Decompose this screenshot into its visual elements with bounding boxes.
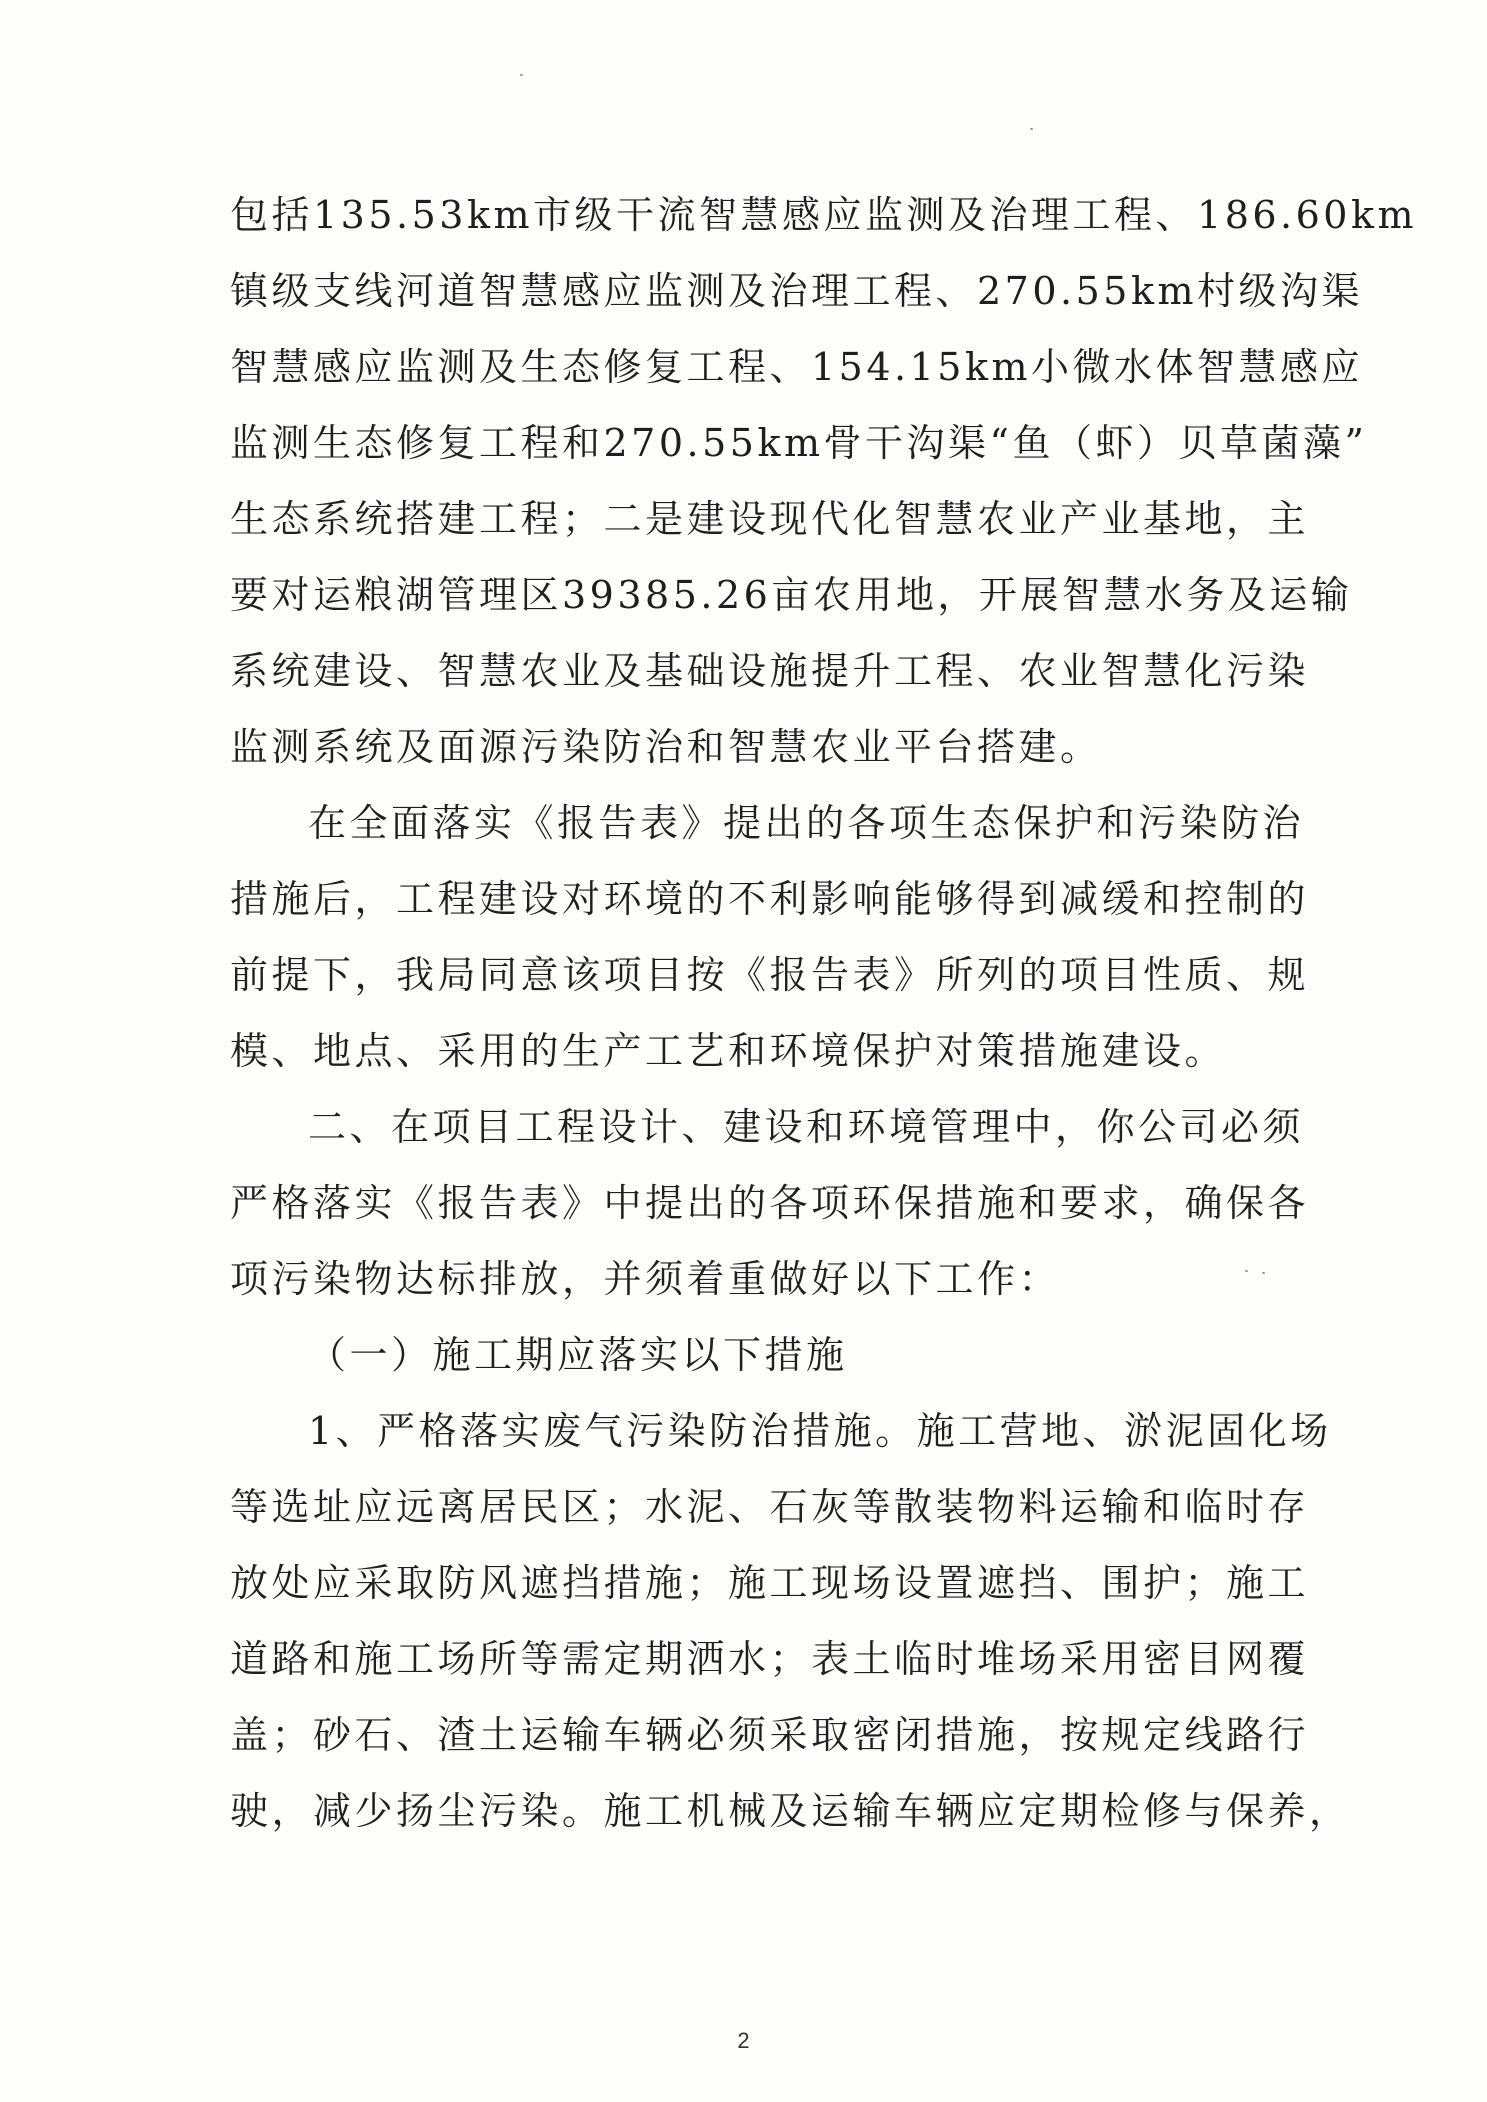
paragraph-4-line-2: 等选址应远离居民区；水泥、石灰等散装物料运输和临时存 (230, 1485, 1310, 1529)
page-number: 2 (737, 2028, 750, 2053)
text-line-6: 要对运粮湖管理区39385.26亩农用地，开展智慧水务及运输 (230, 573, 1353, 617)
paragraph-4-line-5: 盖；砂石、渣土运输车辆必须采取密闭措施，按规定线路行 (230, 1713, 1310, 1757)
text-line-3: 智慧感应监测及生态修复工程、154.15km小微水体智慧感应 (230, 345, 1364, 389)
paragraph-4-line-4: 道路和施工场所等需定期洒水；表土临时堆场采用密目网覆 (230, 1637, 1310, 1681)
text-line-4: 监测生态修复工程和270.55km骨干沟渠“鱼（虾）贝草菌藻” (230, 421, 1368, 465)
text-line-7: 系统建设、智慧农业及基础设施提升工程、农业智慧化污染 (230, 649, 1310, 693)
text-line-5: 生态系统搭建工程；二是建设现代化智慧农业产业基地，主 (230, 497, 1310, 541)
paragraph-3-line-2: 严格落实《报告表》中提出的各项环保措施和要求，确保各 (230, 1181, 1310, 1225)
paragraph-3-line-3: 项污染物达标排放，并须着重做好以下工作： (230, 1257, 1061, 1301)
section-heading: （一）施工期应落实以下措施 (308, 1333, 848, 1377)
paragraph-4-line-3: 放处应采取防风遮挡措施；施工现场设置遮挡、围护；施工 (230, 1561, 1310, 1605)
paragraph-2-line-3: 前提下，我局同意该项目按《报告表》所列的项目性质、规 (230, 953, 1310, 997)
paragraph-2-line-2: 措施后，工程建设对环境的不利影响能够得到减缓和控制的 (230, 877, 1310, 921)
text-line-8: 监测系统及面源污染防治和智慧农业平台搭建。 (230, 725, 1102, 769)
paragraph-3-line-1: 二、在项目工程设计、建设和环境管理中，你公司必须 (308, 1105, 1305, 1149)
paragraph-2-line-4: 模、地点、采用的生产工艺和环境保护对策措施建设。 (230, 1029, 1227, 1073)
scan-speck (1030, 128, 1033, 130)
text-line-2: 镇级支线河道智慧感应监测及治理工程、270.55km村级沟渠 (230, 269, 1364, 313)
scan-speck (1245, 1270, 1248, 1272)
scan-speck (1262, 1272, 1265, 1274)
paragraph-4-line-1: 1、严格落实废气污染防治措施。施工营地、淤泥固化场 (308, 1409, 1332, 1453)
text-line-1: 包括135.53km市级干流智慧感应监测及治理工程、186.60km (230, 193, 1418, 237)
paragraph-2-line-1: 在全面落实《报告表》提出的各项生态保护和污染防治 (308, 801, 1305, 845)
paragraph-4-line-6: 驶，减少扬尘污染。施工机械及运输车辆应定期检修与保养， (230, 1789, 1351, 1833)
scan-speck (520, 74, 523, 76)
